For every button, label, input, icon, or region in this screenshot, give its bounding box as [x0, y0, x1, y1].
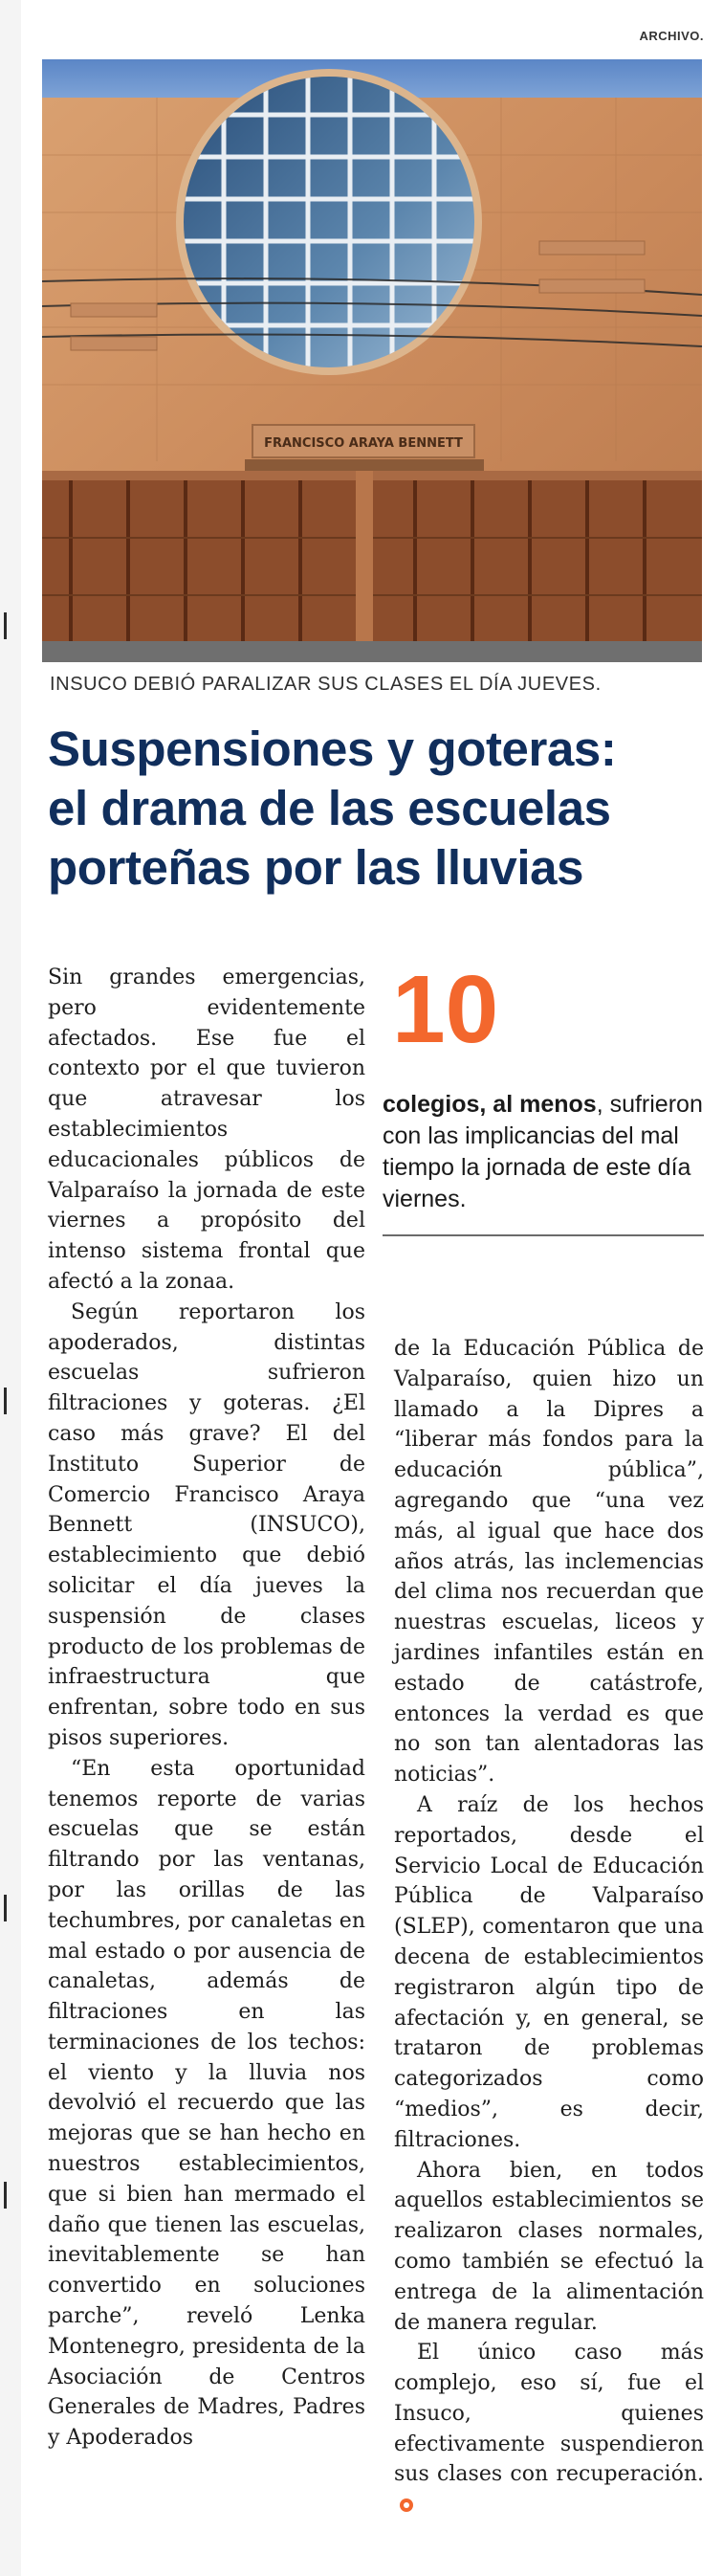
stat-number: 10: [392, 956, 499, 1063]
article-paragraph: Sin grandes emergencias, pero evidentemente afectados. Ese fue el contexto por el que tuvieron que atravesar los establecimientos educacionales públicos de Valparaíso la jornada de este viernes a propósito del intenso sistema frontal que afectó a la zonaa.: [48, 966, 365, 1294]
article-paragraph: Según reportaron los apoderados, distintas escuelas sufrieron filtraciones y goteras. ¿El caso más grave? El del Instituto Superior de Comercio Francisco Araya Bennett (INSUCO), establecimiento que debió solicitar el día jueves la suspensión de clases producto de los problemas de infraestructura que enfrentan, sobre todo en sus pisos superiores.: [48, 1299, 365, 1750]
headline-line: Suspensiones y goteras:: [48, 722, 617, 776]
photo-credit: ARCHIVO.: [639, 29, 704, 43]
article-column-left: [48, 963, 365, 2454]
article-paragraph: “En esta oportunidad tenemos reporte de varias escuelas que se están filtrando por las ventanas, por las orillas de las techumbres, por canaletas en mal estado o por ausencia de canaletas, además de filtraciones en las terminaciones de los techos: el viento y la lluvia nos devolvió el recuerdo que las mejoras que se han hecho en nuestros establecimientos, que si bien han mermado el daño que tienen las escuelas, inevitablemente se han convertido en soluciones parche”, reveló Lenka Montenegro, presidenta de la Asociación de Centros Generales de Madres, Padres y Apoderados: [48, 1756, 365, 2451]
article-column-right: [394, 1334, 704, 2520]
stat-bold-text: colegios, al menos: [383, 1091, 597, 1118]
building-illustration: [42, 59, 702, 662]
stat-description: [383, 1089, 704, 1215]
school-building-photo: [42, 59, 702, 662]
adjacent-text-fragment: [4, 1895, 18, 1921]
adjacent-text-fragment: [4, 2182, 18, 2209]
adjacent-text-fragment: [4, 612, 18, 639]
article-final-text: El único caso más complejo, eso sí, fue el Insuco, quienes efectivamente suspendieron sus clases con recuperación.: [394, 2341, 704, 2487]
article-paragraph: Ahora bien, en todos aquellos establecimientos se realizaron clases normales, como también se efectuó la entrega de la alimentación de manera regular.: [394, 2158, 704, 2335]
article-paragraph-last: [394, 2338, 704, 2520]
photo-caption: INSUCO DEBIÓ PARALIZAR SUS CLASES EL DÍA JUEVES.: [50, 674, 602, 695]
article-paragraph-continued: de la Educación Pública de Valparaíso, quien hizo un llamado a la Dipres a “liberar más fondos para la educación pública”, agregando que “una vez más, al igual que hace dos años atrás, las inclemencias del clima nos recuerdan que nuestras escuelas, liceos y jardines infantiles están en estado de catástrofe, entonces la verdad es que no son tan alentadoras las noticias”.: [394, 1337, 704, 1788]
end-of-article-icon: [400, 2498, 413, 2512]
headline-line: el drama de las escuelas: [48, 781, 611, 835]
highlight-stat-box: [383, 957, 704, 1236]
headline-line: porteñas por las lluvias: [48, 840, 584, 895]
building-sign-text: FRANCISCO ARAYA BENNETT: [264, 436, 463, 451]
article-paragraph: A raíz de los hechos reportados, desde el Servicio Local de Educación Pública de Valparaíso (SLEP), comentaron que una decena de establecimientos registraron algún tipo de afectación y, en general, se trataron de problemas categorizados como “medios”, es decir, filtraciones.: [394, 1792, 704, 2152]
stat-rest-text: , sufrieron con las implicancias del mal tiempo la jornada de este día viernes.: [383, 1091, 703, 1212]
adjacent-text-fragment: [4, 1388, 18, 1414]
article-headline: [48, 720, 708, 898]
adjacent-column-edge: [0, 0, 21, 2576]
